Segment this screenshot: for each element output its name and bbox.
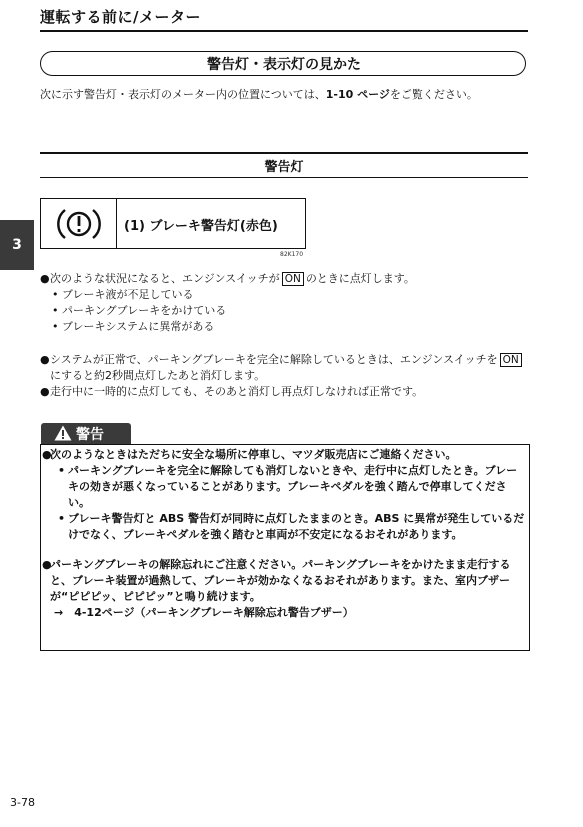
sub-list-item (40, 319, 530, 335)
sub-list-item-text: ブレーキシステムに異常がある (62, 320, 215, 333)
sub-list-item-text: パーキングブレーキをかけている (62, 304, 227, 317)
bullet-icon: • (52, 304, 59, 317)
subsection-rule-bottom (40, 177, 528, 178)
header-rule (40, 30, 528, 32)
list-item-text: にすると約2秒間点灯したあと消灯します。 (50, 369, 266, 382)
subsection-heading: 警告灯 (264, 160, 304, 175)
list-item-text: 次のような状況になると、エンジンスイッチが (50, 272, 280, 285)
bullet-icon: • (52, 288, 59, 301)
lamp-box-divider (116, 198, 117, 249)
bullet-icon: ● (42, 448, 52, 461)
subsection-rule-top (40, 152, 528, 154)
warning-sub-item-text: パーキングブレーキを完全に解除しても消灯しないときや、走行中に点灯したとき。ブレーキの効きが悪くなっていることがあります。ブレーキペダルを強く踏んで停車してください。 (68, 464, 518, 509)
warning-sub-item (42, 511, 526, 543)
bullet-icon: • (58, 512, 66, 525)
lamp-label: (1) ブレーキ警告灯(赤色) (124, 219, 278, 234)
bullet-icon: ● (42, 558, 52, 571)
list-item-text: のときに点灯します。 (305, 272, 415, 285)
sub-list-item (40, 287, 530, 303)
sub-list-item (40, 303, 530, 319)
warning-page-reference: → 4-12ページ（パーキングブレーキ解除忘れ警告ブザー） (54, 606, 354, 619)
list-item (40, 384, 530, 400)
warning-paragraph (42, 557, 526, 605)
intro-post: をご覧ください。 (389, 88, 478, 101)
warning-paragraph (42, 447, 526, 463)
list-item (40, 352, 530, 384)
page-number: 3-78 (10, 796, 35, 809)
chapter-tab: 3 (0, 220, 34, 270)
list-item (40, 271, 530, 287)
bullet-list (40, 271, 530, 335)
bullet-icon: ● (40, 272, 50, 285)
warning-paragraph-text: 次のようなときはただちに安全な場所に停車し、マツダ販売店にご連絡ください。 (50, 448, 457, 461)
bullet-icon: ● (40, 385, 50, 398)
bullet-icon: • (52, 320, 59, 333)
warning-label: 警告 (76, 427, 104, 443)
warning-paragraph-text: パーキングブレーキの解除忘れにご注意ください。パーキングブレーキをかけたまま走行すると、ブレーキ装置が過熱して、ブレーキが効かなくなるおそれがあります。また、室内ブザーが“ピピピッ、ピピピッ”と鳴り続けます。 (50, 558, 511, 603)
section-heading: 警告灯・表示灯の見かた (207, 57, 361, 73)
figure-code: 82K170 (280, 251, 304, 258)
warning-triangle-icon (54, 425, 72, 441)
intro-text (40, 86, 528, 103)
warning-content (42, 447, 526, 621)
chapter-title: 運転する前に/メーター (40, 8, 201, 26)
bullet-list-2 (40, 352, 530, 400)
warning-sub-item (42, 463, 526, 511)
bullet-icon: ● (40, 353, 50, 366)
on-key-label: ON (500, 353, 522, 367)
intro-page-ref: 1-10 ページ (325, 88, 390, 101)
warning-sub-item-text: ブレーキ警告灯と ABS 警告灯が同時に点灯したままのとき。ABS に異常が発生しているだけでなく、ブレーキペダルを強く踏むと車両が不安定になるおそれがあります。 (68, 512, 525, 541)
sub-list-item-text: ブレーキ液が不足している (62, 288, 194, 301)
bullet-icon: • (58, 464, 66, 477)
brake-warning-icon (54, 204, 104, 244)
list-item-text: システムが正常で、パーキングブレーキを完全に解除しているときは、エンジンスイッチを (50, 353, 498, 366)
on-key-label: ON (282, 272, 304, 286)
list-item-text: 走行中に一時的に点灯しても、そのあと消灯し再点灯しなければ正常です。 (50, 385, 424, 398)
intro-pre: 次に示す警告灯・表示灯のメーター内の位置については、 (40, 88, 326, 101)
